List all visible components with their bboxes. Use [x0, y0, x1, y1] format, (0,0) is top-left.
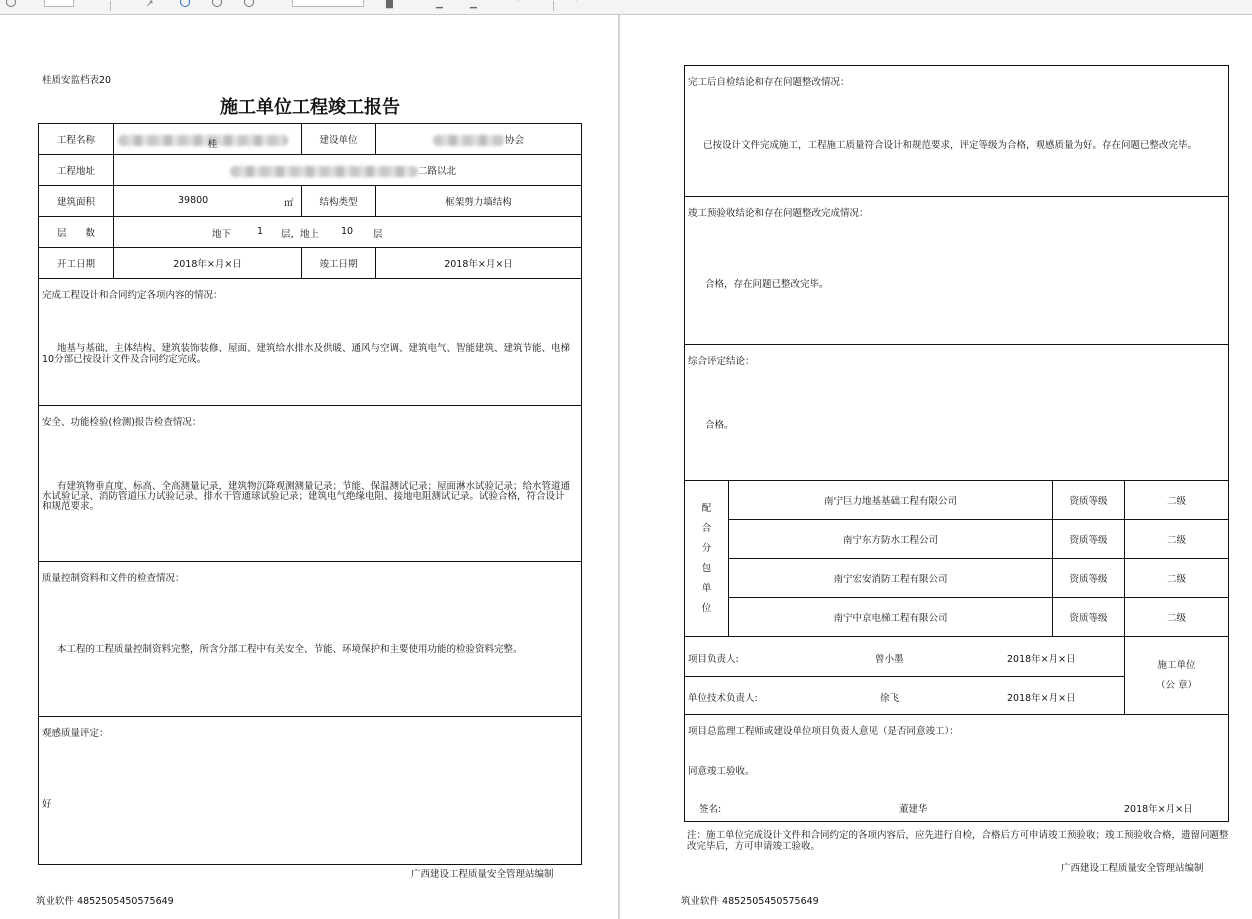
start-date-label: 开工日期: [39, 248, 114, 279]
section-body: 有建筑物垂直度、标高、全高测量记录，建筑物沉降观测测量记录；节能、保温测试记录；屋面淋水试验记录；给水管道通水试验记录、消防管道压力试验记录、排水干管通球试验记录；建筑电气绝缘电阻、接地电阻测试记录。试验合格，符合设计和规范要求。: [42, 481, 571, 512]
qualification-label: 资质等级: [1053, 559, 1125, 598]
project-manager-date: 2018年×月×日: [1007, 654, 1076, 665]
pre-acceptance-section: [685, 197, 1229, 345]
structure-value: 框架剪力墙结构: [376, 186, 582, 217]
subcontractor-company: 南宁巨力地基基础工程有限公司: [729, 481, 1053, 520]
back-icon[interactable]: [6, 0, 16, 7]
zoom-fit-icon[interactable]: [180, 0, 190, 7]
section-label: 观感质量评定：: [42, 728, 109, 739]
subcontractor-label-char: 合: [701, 522, 712, 534]
toolbar-divider: [110, 1, 111, 11]
section-label: 安全、功能检验(检测)报告检查情况：: [42, 417, 202, 428]
section-body: 地基与基础、主体结构、建筑装饰装修、屋面、建筑给水排水及供暖、通风与空调、建筑电气、智能建筑、建筑节能、电梯10分部已按设计文件及合同约定完成。: [42, 343, 571, 365]
supervisor-opinion: 同意竣工验收。: [688, 766, 755, 777]
construction-unit-seal: [1125, 637, 1229, 715]
section-body: 已按设计文件完成施工，工程施工质量符合设计和规范要求，评定等级为合格，观感质量为好。存在问题已整改完毕。: [703, 140, 1198, 151]
project-manager-name: 曾小墨: [875, 654, 904, 665]
zoom-level-input[interactable]: [292, 0, 364, 7]
start-date-value: 2018年×月×日: [114, 248, 302, 279]
area-label: 建筑面积: [39, 186, 114, 217]
floors-mid-text: 层，地上: [281, 229, 320, 240]
software-footer: 筑业软件 4852505450575649: [36, 896, 174, 907]
subcontractor-company: 南宁宏安消防工程有限公司: [729, 559, 1053, 598]
signature-name: 董建华: [899, 804, 928, 815]
technical-lead-label: 单位技术负责人:: [688, 693, 758, 704]
qualification-grade: 二级: [1125, 520, 1229, 559]
floors-above-number: 10: [341, 226, 354, 237]
subcontractor-label-char: 包: [701, 562, 712, 574]
select-icon[interactable]: ˊ: [516, 0, 521, 9]
builder-value: [376, 124, 582, 155]
structure-label: 结构类型: [302, 186, 376, 217]
subcontractor-label-char: 配: [701, 502, 712, 514]
section-label: 质量控制资料和文件的检查情况：: [42, 573, 185, 584]
completion-report-table-continued: [684, 65, 1229, 822]
rotate-icon[interactable]: ▁: [436, 0, 443, 9]
zoom-in-icon[interactable]: [244, 0, 254, 7]
safety-inspection-section: [39, 406, 582, 562]
qualification-grade: 二级: [1125, 481, 1229, 520]
zoom-out-icon[interactable]: [212, 0, 222, 7]
section-body: 好: [42, 799, 52, 810]
completion-report-table: [38, 123, 582, 865]
seal-label: （公 章）: [1155, 679, 1198, 691]
cursor-icon[interactable]: ↗: [146, 0, 154, 9]
builder-label: 建设单位: [302, 124, 376, 155]
qualification-label: 资质等级: [1053, 598, 1125, 637]
technical-lead-date: 2018年×月×日: [1007, 693, 1076, 704]
area-value-cell: [114, 186, 302, 217]
qualification-label: 资质等级: [1053, 520, 1125, 559]
qualification-grade: 二级: [1125, 598, 1229, 637]
section-body: 合格，存在问题已整改完毕。: [705, 279, 829, 290]
project-name-value: [114, 124, 302, 155]
form-code: 桂质安监档表20: [42, 75, 112, 86]
layout-icon[interactable]: ▇: [386, 0, 393, 9]
signers-cell: [685, 637, 1125, 715]
subcontractor-label-char: 位: [701, 602, 712, 614]
address-label: 工程地址: [39, 155, 114, 186]
subcontractor-label-char: 单: [701, 582, 712, 594]
self-inspection-section: [685, 66, 1229, 197]
supervisor-label: 项目总监理工程师或建设单位项目负责人意见（是否同意竣工）：: [688, 726, 959, 737]
redacted-text: [230, 166, 418, 177]
address-value-suffix: 二路以北: [418, 166, 457, 177]
signature-date: 2018年×月×日: [1124, 804, 1193, 815]
subcontractor-company: 南宁中京电梯工程有限公司: [729, 598, 1053, 637]
address-value: [114, 155, 582, 186]
page-divider: [618, 14, 620, 919]
overall-evaluation-section: [685, 345, 1229, 481]
area-unit: ㎡: [284, 198, 294, 209]
section-label: 综合评定结论：: [688, 356, 755, 367]
page-title: 施工单位工程竣工报告: [220, 97, 400, 118]
finish-date-label: 竣工日期: [302, 248, 376, 279]
technical-lead-name: 徐飞: [880, 693, 900, 704]
section-label: 竣工预验收结论和存在问题整改完成情况：: [688, 208, 869, 219]
floors-under-text: 地下: [212, 229, 232, 240]
floors-value: [114, 217, 582, 248]
section-label: 完成工程设计和合同约定各项内容的情况：: [42, 290, 223, 301]
toolbar-divider: [553, 1, 554, 11]
compiler-note: 广西建设工程质量安全管理站编制: [1061, 863, 1204, 874]
area-value: 39800: [178, 195, 209, 206]
footnote: 注：施工单位完成设计文件和合同约定的各项内容后，应先进行自检，合格后方可申请竣工预验收；竣工预验收合格，遗留问题整改完毕后，方可申请竣工验收。: [687, 830, 1229, 852]
qualification-grade: 二级: [1125, 559, 1229, 598]
subcontractor-label-char: 分: [701, 542, 712, 554]
quality-control-section: [39, 562, 582, 717]
floors-end-text: 层: [373, 229, 383, 240]
section-label: 完工后自检结论和存在问题整改情况：: [688, 77, 850, 88]
construction-unit-label: 施工单位: [1157, 659, 1196, 671]
appearance-quality-section: [39, 717, 582, 865]
design-completion-section: [39, 279, 582, 406]
fit-width-icon[interactable]: ▁: [470, 0, 477, 9]
section-body: 合格。: [705, 420, 734, 431]
section-body: 本工程的工程质量控制资料完整，所含分部工程中有关安全、节能、环境保护和主要使用功能的检验资料完整。: [57, 644, 523, 655]
floors-label: 层 数: [39, 217, 114, 248]
signers-divider: [685, 676, 1124, 677]
supervisor-opinion-section: [685, 715, 1229, 822]
hand-icon[interactable]: ˊ: [574, 0, 579, 9]
project-name-label: 工程名称: [39, 124, 114, 155]
compiler-note: 广西建设工程质量安全管理站编制: [411, 869, 554, 880]
viewer-toolbar: [0, 0, 1252, 15]
project-name-visible: 桂: [207, 139, 218, 150]
page-number-input[interactable]: [44, 0, 74, 7]
subcontractor-company: 南宁东方防水工程公司: [729, 520, 1053, 559]
signature-label: 签名:: [699, 804, 722, 815]
subcontractor-label: [685, 481, 729, 637]
redacted-text: [118, 135, 288, 146]
qualification-label: 资质等级: [1053, 481, 1125, 520]
finish-date-value: 2018年×月×日: [376, 248, 582, 279]
software-footer: 筑业软件 4852505450575649: [681, 896, 819, 907]
redacted-text: [433, 135, 505, 146]
builder-value-suffix: 协会: [504, 135, 524, 146]
floors-under-number: 1: [257, 226, 264, 237]
project-manager-label: 项目负责人:: [688, 654, 739, 665]
